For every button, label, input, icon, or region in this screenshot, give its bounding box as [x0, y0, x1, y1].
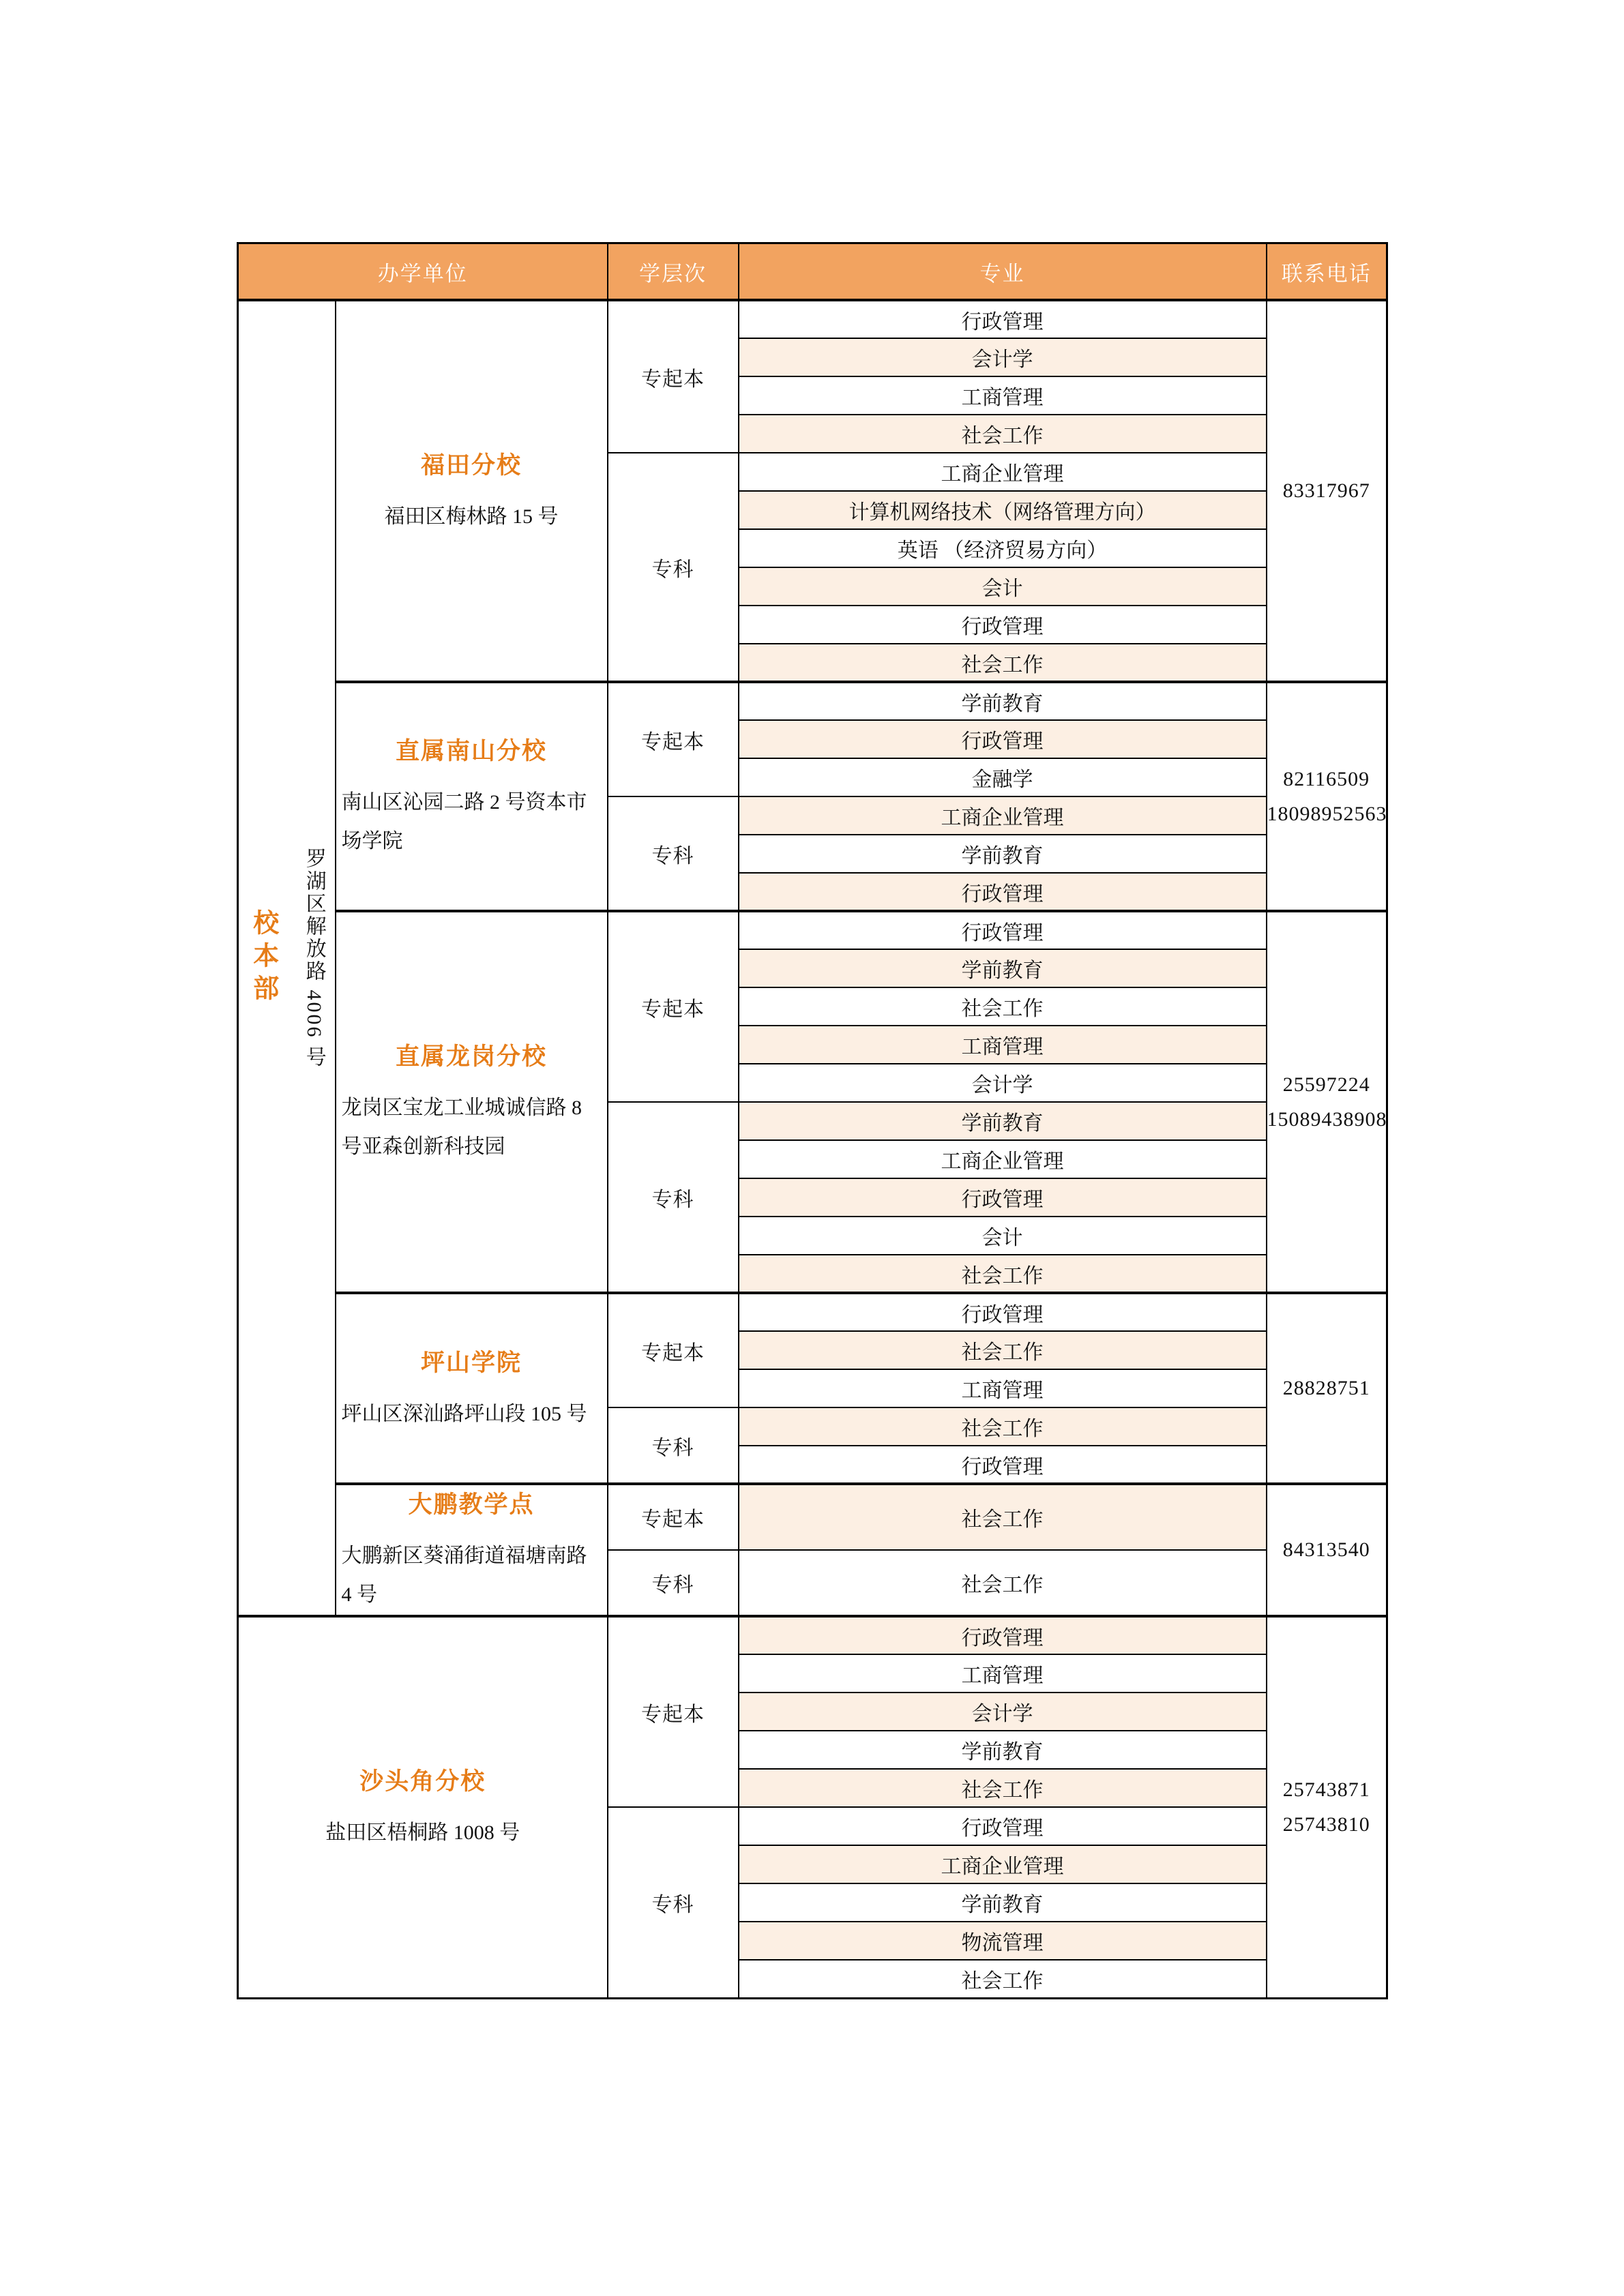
- phone-number: 25597224: [1282, 1073, 1370, 1096]
- major-cell: 社会工作: [739, 1255, 1267, 1293]
- column-header-unit: 办学单位: [238, 243, 608, 301]
- branch-address-line: 号亚森创新科技园: [341, 1135, 505, 1158]
- major-cell: 学前教育: [739, 682, 1267, 720]
- branch-address-line: 南山区沁园二路 2 号资本市: [341, 791, 587, 814]
- branch-cell: [336, 1293, 608, 1484]
- phone-cell: [1267, 300, 1387, 682]
- branch-address-line: 场学院: [341, 830, 403, 852]
- major-cell: 学前教育: [739, 835, 1267, 873]
- major-cell: 工商管理: [739, 376, 1267, 415]
- major-cell: 工商管理: [739, 1369, 1267, 1407]
- phone-number: 25743871: [1282, 1778, 1370, 1801]
- level-cell: 专科: [608, 453, 739, 682]
- campus-name: 校本部: [248, 909, 278, 1007]
- major-cell: 行政管理: [739, 606, 1267, 644]
- branch-address: [342, 1395, 602, 1433]
- phone-cell: [1267, 1616, 1387, 1998]
- table-row: [238, 300, 1387, 338]
- level-cell: 专起本: [608, 911, 739, 1102]
- major-cell: 学前教育: [739, 1883, 1267, 1922]
- phone-number: 83317967: [1282, 479, 1370, 502]
- branch-cell: [336, 682, 608, 911]
- branch-cell: [336, 911, 608, 1293]
- major-cell: 会计: [739, 567, 1267, 606]
- level-cell: 专起本: [608, 1484, 739, 1550]
- branch-address: [342, 1088, 602, 1166]
- level-cell: 专起本: [608, 1616, 739, 1807]
- major-cell: 行政管理: [739, 720, 1267, 758]
- level-cell: 专科: [608, 1407, 739, 1484]
- phone-number: 18098952563: [1267, 802, 1387, 825]
- table-row: [238, 1616, 1387, 1654]
- level-cell: 专起本: [608, 682, 739, 796]
- branch-address: [244, 1813, 602, 1852]
- campus-content: [239, 848, 335, 1069]
- table-row: [238, 1484, 1387, 1550]
- major-cell: 计算机网络技术（网络管理方向）: [739, 491, 1267, 529]
- branch-name: 大鹏教学点: [408, 1491, 535, 1518]
- branch-cell: [336, 300, 608, 682]
- branch-address-line: 坪山区深汕路坪山段 105 号: [341, 1402, 587, 1425]
- branch-address: [342, 1536, 602, 1614]
- phone-cell: [1267, 1293, 1387, 1484]
- major-cell: 工商管理: [739, 1654, 1267, 1693]
- major-cell: 工商企业管理: [739, 796, 1267, 835]
- phone-cell: [1267, 911, 1387, 1293]
- major-cell: 社会工作: [739, 1407, 1267, 1446]
- column-header-level: 学层次: [608, 243, 739, 301]
- major-cell: 工商企业管理: [739, 453, 1267, 491]
- table-header-row: [238, 243, 1387, 301]
- level-cell: 专科: [608, 1807, 739, 1998]
- column-header-phone: 联系电话: [1267, 243, 1387, 301]
- major-cell: 学前教育: [739, 1731, 1267, 1769]
- branch-address-line: 大鹏新区葵涌街道福塘南路: [341, 1545, 587, 1567]
- branch-address: [342, 497, 602, 536]
- major-cell: 行政管理: [739, 1807, 1267, 1845]
- table-row: [238, 1293, 1387, 1331]
- major-cell: 会计学: [739, 1064, 1267, 1102]
- major-cell: 工商管理: [739, 1026, 1267, 1064]
- major-cell: 英语 （经济贸易方向）: [739, 529, 1267, 567]
- major-cell: 会计学: [739, 338, 1267, 376]
- level-cell: 专起本: [608, 1293, 739, 1407]
- major-cell: 会计学: [739, 1693, 1267, 1731]
- major-cell: 社会工作: [739, 1769, 1267, 1807]
- major-cell: 工商企业管理: [739, 1845, 1267, 1883]
- branch-name: 直属龙岗分校: [395, 1043, 547, 1070]
- major-cell: 社会工作: [739, 1331, 1267, 1369]
- enrollment-table: [237, 242, 1388, 1999]
- major-cell: 学前教育: [739, 1102, 1267, 1140]
- major-cell: 物流管理: [739, 1922, 1267, 1960]
- branch-name: 福田分校: [420, 451, 522, 479]
- major-cell: 社会工作: [739, 1484, 1267, 1550]
- major-cell: 会计: [739, 1217, 1267, 1255]
- major-cell: 学前教育: [739, 949, 1267, 987]
- level-cell: 专科: [608, 1550, 739, 1616]
- branch-address-line: 4 号: [341, 1583, 377, 1606]
- major-cell: 行政管理: [739, 1293, 1267, 1331]
- major-cell: 社会工作: [739, 1960, 1267, 1998]
- major-cell: 行政管理: [739, 873, 1267, 911]
- branch-cell: [238, 1616, 608, 1998]
- phone-number: 82116509: [1283, 767, 1370, 790]
- major-cell: 社会工作: [739, 1550, 1267, 1616]
- branch-address: [342, 783, 602, 861]
- phone-cell: [1267, 682, 1387, 911]
- major-cell: 行政管理: [739, 300, 1267, 338]
- phone-number: 84313540: [1282, 1538, 1370, 1561]
- campus-cell: [238, 300, 336, 1616]
- major-cell: 行政管理: [739, 1616, 1267, 1654]
- branch-address-line: 盐田区梧桐路 1008 号: [325, 1821, 520, 1844]
- table-row: [238, 911, 1387, 949]
- branch-name: 坪山学院: [420, 1349, 522, 1376]
- level-cell: 专起本: [608, 300, 739, 453]
- table-body: [238, 300, 1387, 1998]
- campus-address: 罗湖区解放路 4006 号: [302, 848, 325, 1069]
- major-cell: 社会工作: [739, 987, 1267, 1026]
- branch-address-line: 龙岗区宝龙工业城诚信路 8: [341, 1097, 582, 1119]
- major-cell: 行政管理: [739, 911, 1267, 949]
- branch-name: 沙头角分校: [359, 1768, 486, 1795]
- branch-address-line: 福田区梅林路 15 号: [384, 505, 559, 528]
- major-cell: 社会工作: [739, 415, 1267, 453]
- branch-name: 直属南山分校: [395, 738, 547, 764]
- level-cell: 专科: [608, 796, 739, 911]
- major-cell: 行政管理: [739, 1446, 1267, 1484]
- major-cell: 金融学: [739, 758, 1267, 796]
- phone-number: 25743810: [1282, 1813, 1370, 1836]
- phone-number: 15089438908: [1267, 1107, 1387, 1131]
- major-cell: 社会工作: [739, 644, 1267, 682]
- level-cell: 专科: [608, 1102, 739, 1293]
- table-row: [238, 682, 1387, 720]
- major-cell: 工商企业管理: [739, 1140, 1267, 1178]
- major-cell: 行政管理: [739, 1178, 1267, 1217]
- column-header-major: 专业: [739, 243, 1267, 301]
- branch-cell: [336, 1484, 608, 1616]
- phone-cell: [1267, 1484, 1387, 1616]
- phone-number: 28828751: [1282, 1377, 1370, 1399]
